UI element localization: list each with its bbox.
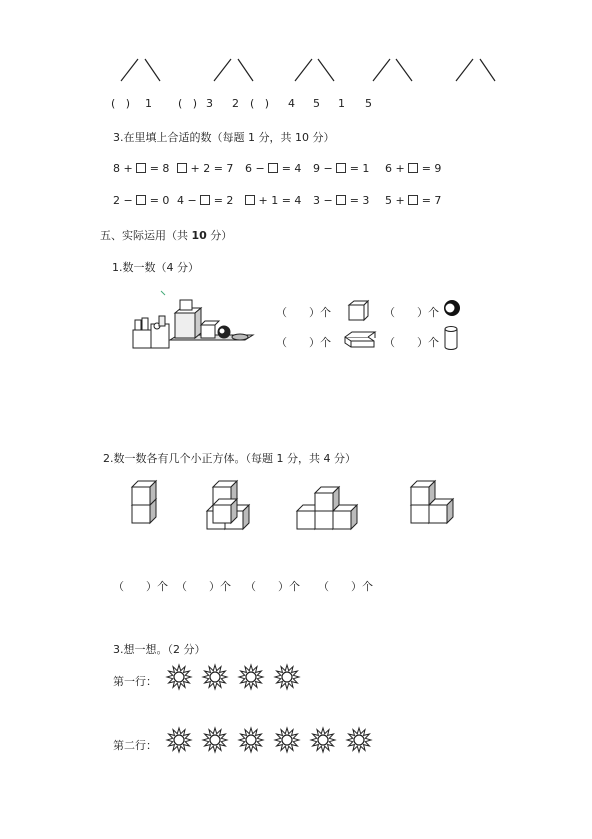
cube-stack-4	[411, 481, 453, 523]
sun-icon	[239, 728, 263, 752]
split-shape-5	[456, 59, 495, 81]
sun-icon	[203, 665, 227, 689]
equation: 8 + = 8	[113, 162, 170, 175]
sun-icon	[167, 728, 191, 752]
answer-box[interactable]	[408, 163, 418, 173]
sun-icon	[275, 665, 299, 689]
p2-answer-2[interactable]: （ ）个	[176, 580, 231, 593]
p1-answer-2[interactable]: （ ）个	[384, 306, 439, 319]
number-5b: 5	[365, 97, 372, 110]
cube-stack-1	[132, 481, 156, 523]
number-5: 5	[313, 97, 320, 110]
row2-label: 第二行：	[113, 739, 157, 752]
p2-title: 2.数一数各有几个小正方体。（每题 1 分，共 4 分）	[103, 452, 356, 465]
sun-icon	[203, 728, 227, 752]
cylinder-icon	[443, 325, 461, 353]
equation: 6 − = 4	[245, 162, 302, 175]
cube-icon	[347, 300, 371, 322]
answer-box[interactable]	[408, 195, 418, 205]
number-1b: 1	[338, 97, 345, 110]
p1-title: 1.数一数（4 分）	[112, 261, 199, 274]
sun-icon	[275, 728, 299, 752]
equation: 9 − = 1	[313, 162, 370, 175]
number-3: 3	[206, 97, 213, 110]
equation: + 1 = 4	[245, 194, 301, 207]
equation: 4 − = 2	[177, 194, 234, 207]
sun-rows	[160, 660, 420, 760]
answer-box[interactable]	[136, 163, 146, 173]
cube-stacks	[120, 475, 520, 535]
decompose-row	[111, 97, 130, 110]
equation: 5 + = 7	[385, 194, 442, 207]
number-1: 1	[145, 97, 152, 110]
paren-close: )	[125, 97, 131, 110]
split-shapes	[0, 0, 592, 100]
sun-icon	[167, 665, 191, 689]
answer-box[interactable]	[200, 195, 210, 205]
answer-box[interactable]	[177, 163, 187, 173]
p2-answer-4[interactable]: （ ）个	[318, 580, 373, 593]
section-five-title: 五、实际运用（共 10 分）	[100, 229, 233, 242]
answer-box[interactable]	[268, 163, 278, 173]
equation: 2 − = 0	[113, 194, 170, 207]
paren-close: )	[264, 97, 270, 110]
answer-box[interactable]	[136, 195, 146, 205]
equation: 3 − = 3	[313, 194, 370, 207]
paren-open: (	[111, 97, 116, 110]
q3-title: 3.在里填上合适的数（每题 1 分，共 10 分）	[113, 131, 335, 144]
p2-answer-1[interactable]: （ ）个	[113, 580, 168, 593]
split-shape-2	[214, 59, 253, 81]
sun-icon	[239, 665, 263, 689]
answer-box[interactable]	[336, 195, 346, 205]
number-2: 2	[232, 97, 239, 110]
split-shape-3	[295, 59, 334, 81]
decompose-paren-3	[250, 97, 269, 110]
p3-title: 3.想一想。（2 分）	[113, 643, 206, 656]
solid-figures-illustration	[125, 290, 275, 360]
p1-answer-1[interactable]: （ ）个	[276, 306, 331, 319]
split-shape-1	[121, 59, 160, 81]
sun-icon	[311, 728, 335, 752]
row1-label: 第一行：	[113, 675, 157, 688]
split-shape-4	[373, 59, 412, 81]
answer-box[interactable]	[336, 163, 346, 173]
equation: + 2 = 7	[177, 162, 233, 175]
number-4: 4	[288, 97, 295, 110]
answer-box[interactable]	[245, 195, 255, 205]
p1-answer-3[interactable]: （ ）个	[276, 336, 331, 349]
sun-icon	[347, 728, 371, 752]
p2-answer-3[interactable]: （ ）个	[245, 580, 300, 593]
cube-stack-2	[207, 481, 249, 529]
paren-open: (	[178, 97, 183, 110]
cuboid-icon	[344, 329, 378, 351]
sphere-icon	[443, 299, 463, 319]
paren-close: )	[192, 97, 198, 110]
decompose-paren-2	[178, 97, 197, 110]
p1-answer-4[interactable]: （ ）个	[384, 336, 439, 349]
cube-stack-3	[297, 487, 357, 529]
equation: 6 + = 9	[385, 162, 442, 175]
paren-open: (	[250, 97, 255, 110]
